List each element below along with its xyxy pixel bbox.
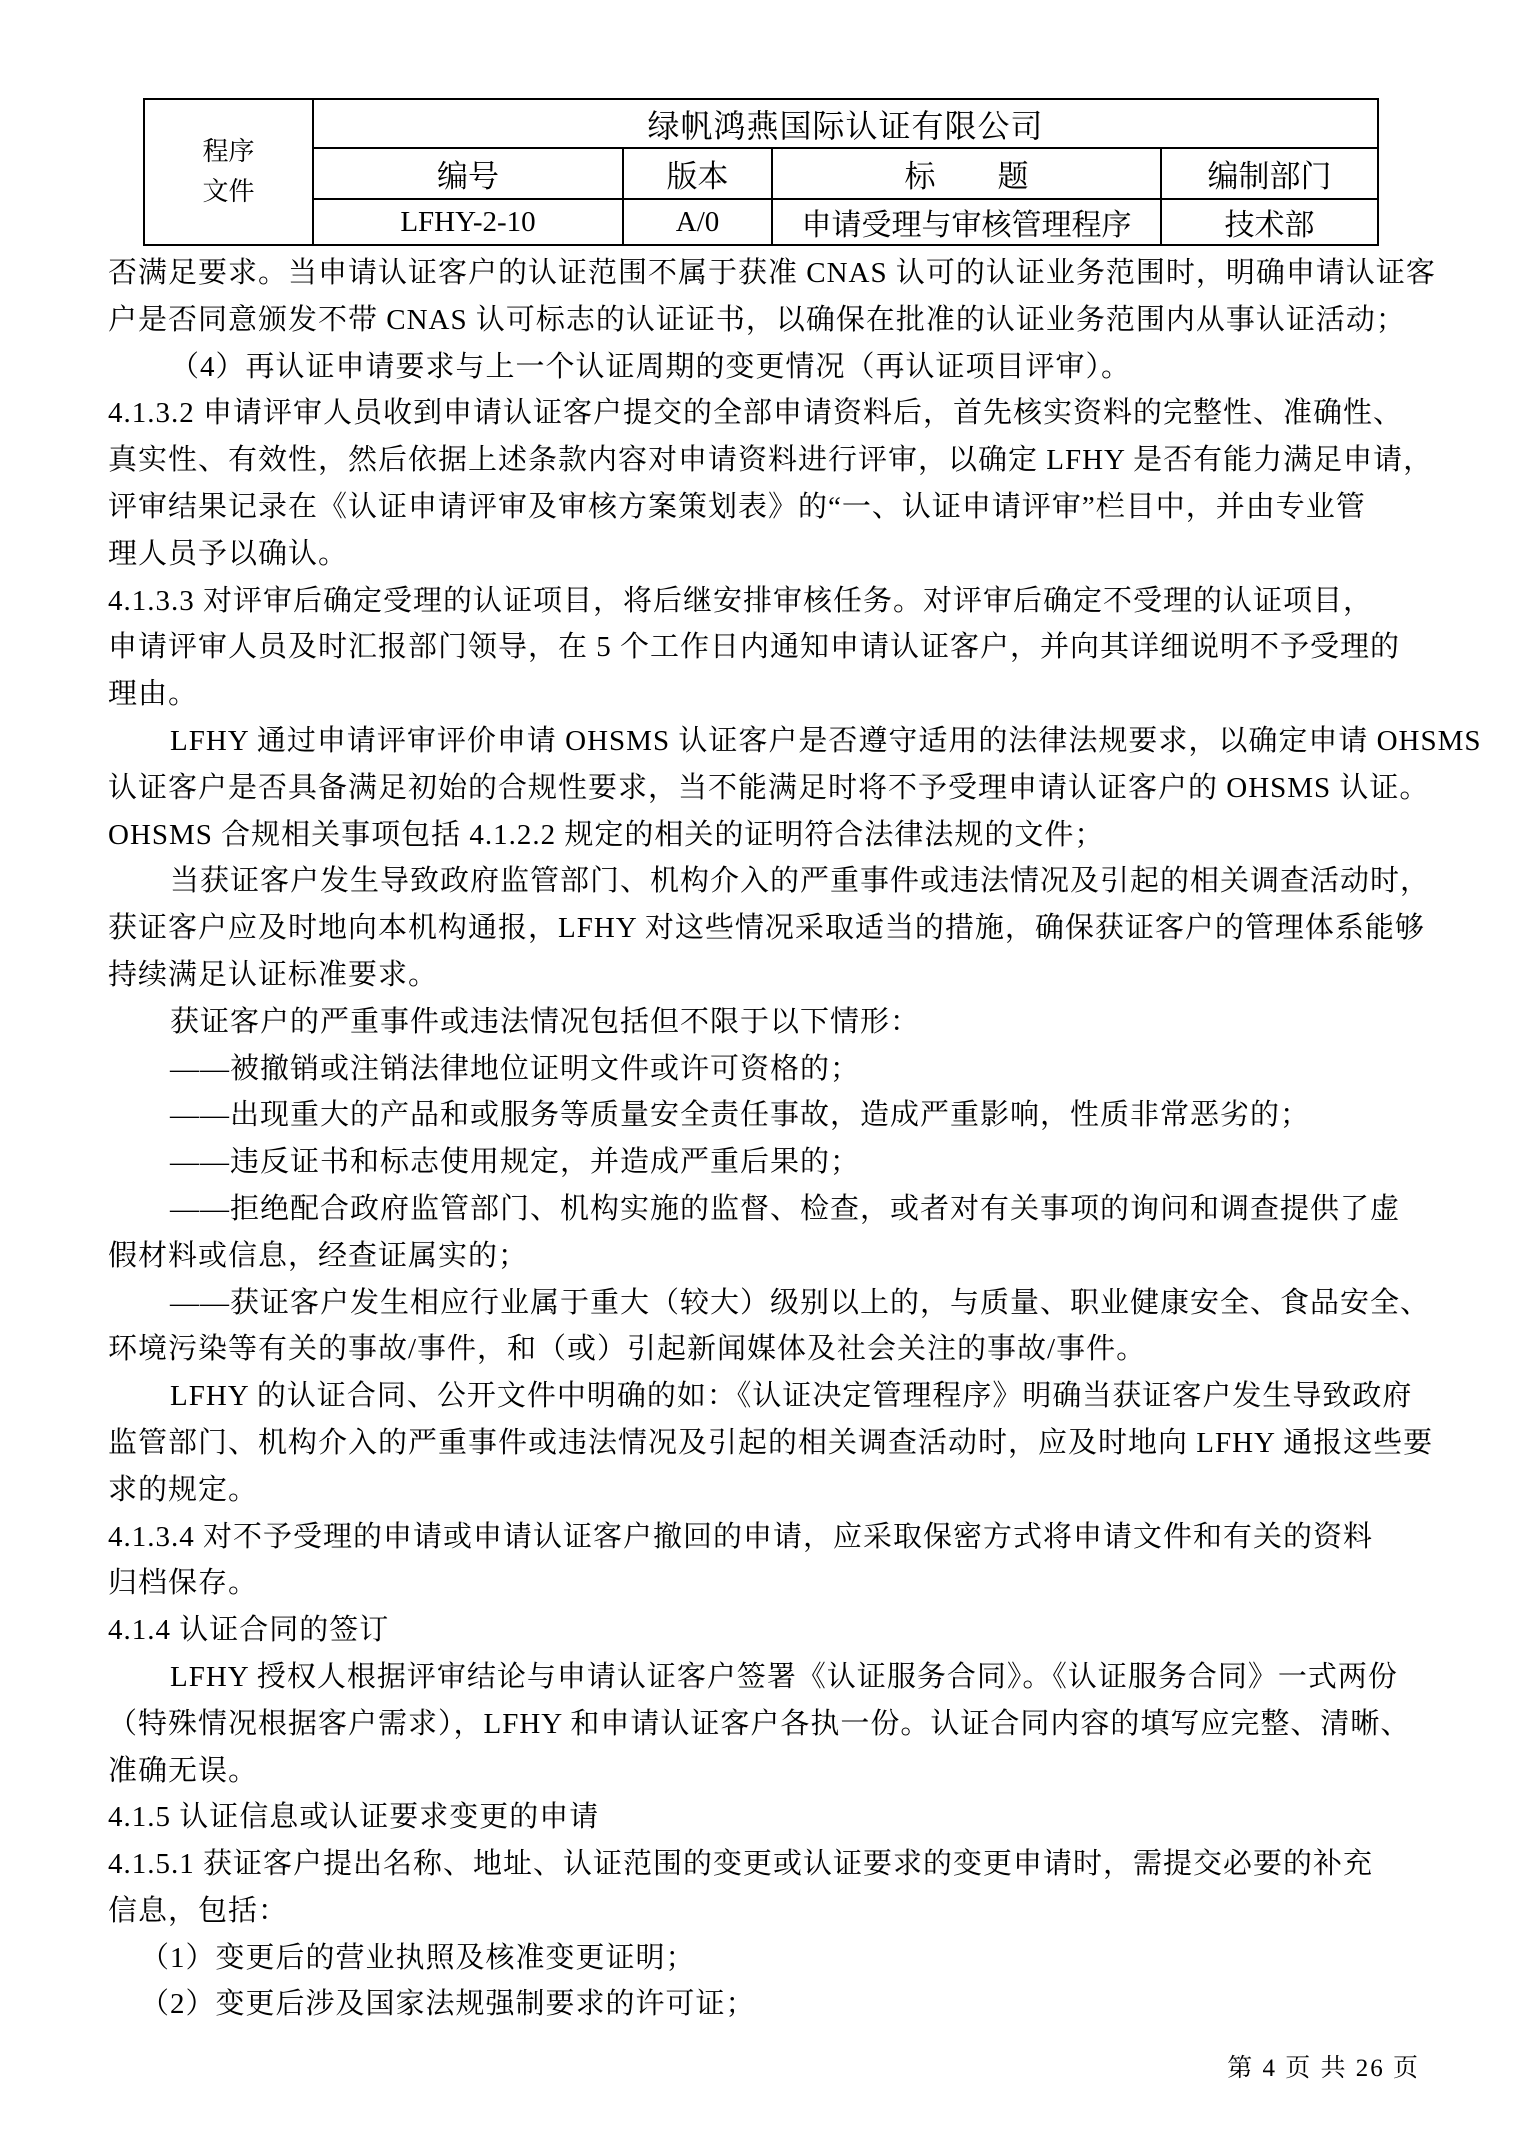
text-line: 申请评审人员及时汇报部门领导，在 5 个工作日内通知申请认证客户，并向其详细说明不予受理的 [108,631,1401,664]
col-label-version: 版本 [623,148,772,199]
text-line: 4.1.3.2 申请评审人员收到申请认证客户提交的全部申请资料后，首先核实资料的完整性、准确性、 [108,397,1404,430]
text-line: 真实性、有效性，然后依据上述条款内容对申请资料进行评审，以确定 LFHY 是否有能力满足申请， [108,444,1434,477]
text-line: 4.1.5 认证信息或认证要求变更的申请 [108,1801,600,1834]
col-label-dept: 编制部门 [1161,148,1378,199]
text-line: 获证客户应及时地向本机构通报，LFHY 对这些情况采取适当的措施，确保获证客户的管理体系能够 [108,912,1425,945]
text-line: LFHY 的认证合同、公开文件中明确的如：《认证决定管理程序》明确当获证客户发生导致政府 [170,1380,1413,1413]
document-header-table [143,98,1379,246]
text-line: 持续满足认证标准要求。 [108,958,439,991]
text-line: 理人员予以确认。 [108,537,349,570]
text-line: LFHY 授权人根据评审结论与申请认证客户签署《认证服务合同》。《认证服务合同》一式两份 [170,1660,1398,1693]
doc-type-line-2: 文件 [202,177,255,206]
text-line: （2）变更后涉及国家法规强制要求的许可证； [140,1988,756,2021]
text-line: 认证客户是否具备满足初始的合规性要求，当不能满足时将不予受理申请认证客户的 OHSMS 认证。 [108,771,1430,804]
text-line: 假材料或信息，经查证属实的； [108,1239,529,1272]
text-line: LFHY 通过申请评审评价申请 OHSMS 认证客户是否遵守适用的法律法规要求，以确定申请 OHSMS [170,724,1482,757]
body-text [108,250,1482,2028]
text-line: ——获证客户发生相应行业属于重大（较大）级别以上的，与质量、职业健康安全、食品安全、 [170,1286,1431,1319]
company-name: 绿帆鸿燕国际认证有限公司 [313,99,1378,148]
text-line: 环境污染等有关的事故/事件，和（或）引起新闻媒体及社会关注的事故/事件。 [108,1333,1147,1366]
doc-type-line-1: 程序 [202,137,255,166]
text-line: 4.1.5.1 获证客户提出名称、地址、认证范围的变更或认证要求的变更申请时，需提交必要的补充 [108,1848,1374,1881]
text-line: （1）变更后的营业执照及核准变更证明； [140,1941,696,1974]
text-line: ——拒绝配合政府监管部门、机构实施的监督、检查，或者对有关事项的询问和调查提供了虚 [170,1192,1401,1225]
col-label-title: 标 题 [772,148,1161,199]
doc-dept-value: 技术部 [1161,199,1378,245]
doc-type-cell [144,99,313,245]
text-line: 4.1.3.4 对不予受理的申请或申请认证客户撤回的申请，应采取保密方式将申请文件和有关的资料 [108,1520,1374,1553]
text-line: 归档保存。 [108,1567,259,1600]
text-line: 获证客户的严重事件或违法情况包括但不限于以下情形： [170,1005,921,1038]
text-line: 理由。 [108,678,199,711]
text-line: ——违反证书和标志使用规定，并造成严重后果的； [170,1146,861,1179]
text-line: （4）再认证申请要求与上一个认证周期的变更情况（再认证项目评审）。 [170,350,1132,383]
text-line: OHSMS 合规相关事项包括 4.1.2.2 规定的相关的证明符合法律法规的文件； [108,818,1105,851]
col-label-code: 编号 [313,148,623,199]
text-line: 4.1.3.3 对评审后确定受理的认证项目，将后继安排审核任务。对评审后确定不受理的认证项目， [108,584,1374,617]
text-line: 求的规定。 [108,1473,259,1506]
text-line: 准确无误。 [108,1754,259,1787]
text-line: 评审结果记录在《认证申请评审及审核方案策划表》的“一、认证申请评审”栏目中，并由专业管 [108,490,1366,523]
text-line: 4.1.4 认证合同的签订 [108,1614,390,1647]
text-line: 信息，包括： [108,1894,289,1927]
text-line: ——被撤销或注销法律地位证明文件或许可资格的； [170,1052,861,1085]
text-line: 户是否同意颁发不带 CNAS 认可标志的认证证书，以确保在批准的认证业务范围内从事认证活动； [108,303,1406,336]
page-footer: 第 4 页 共 26 页 [1227,2055,1420,2082]
text-line: 监管部门、机构介入的严重事件或违法情况及引起的相关调查活动时，应及时地向 LFHY 通报这些要 [108,1426,1434,1459]
doc-version-value: A/0 [623,199,772,245]
doc-code-value: LFHY-2-10 [313,199,623,245]
text-line: （特殊情况根据客户需求），LFHY 和申请认证客户各执一份。认证合同内容的填写应完整、清晰、 [108,1707,1411,1740]
text-line: 当获证客户发生导致政府监管部门、机构介入的严重事件或违法情况及引起的相关调查活动时， [170,865,1431,898]
text-line: ——出现重大的产品和或服务等质量安全责任事故，造成严重影响，性质非常恶劣的； [170,1099,1311,1132]
text-line: 否满足要求。当申请认证客户的认证范围不属于获准 CNAS 认可的认证业务范围时，明确申请认证客 [108,257,1436,289]
doc-title-value: 申请受理与审核管理程序 [772,199,1161,245]
